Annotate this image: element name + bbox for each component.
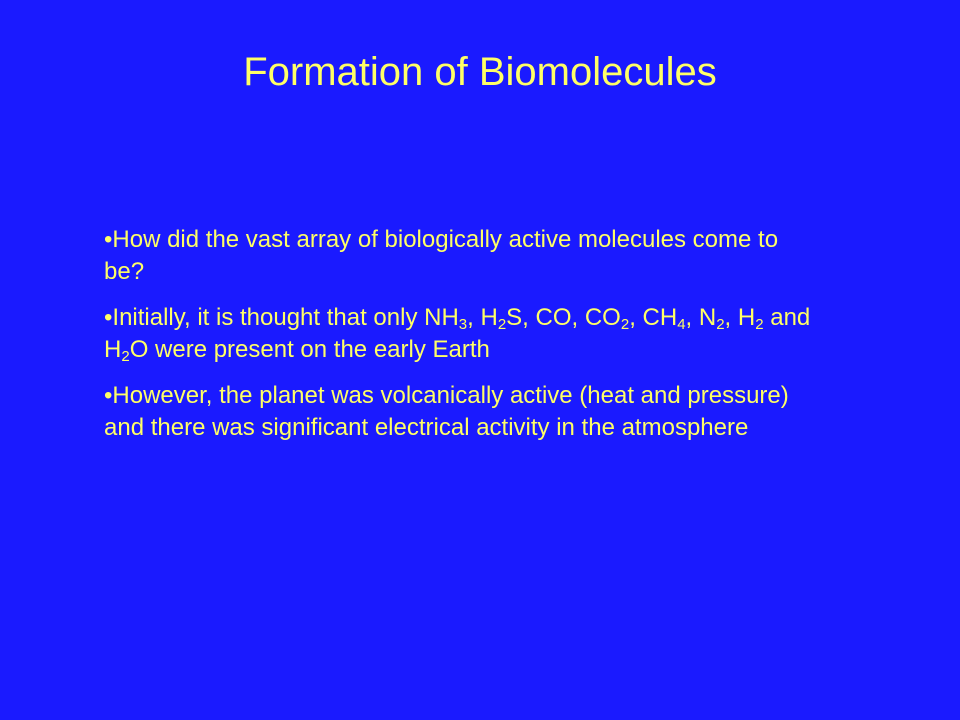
- slide-title: Formation of Biomolecules: [243, 50, 717, 94]
- bullet-item: •How did the vast array of biologically active molecules come to be?: [104, 226, 779, 285]
- bullet-item: •However, the planet was volcanically active (heat and pressure) and there was significant electrical activity in the atmosphere: [104, 382, 789, 441]
- bullet-item: •Initially, it is thought that only $NH_3$, $H_2S$, CO, $CO_2$, $CH_4$, $N_2$, $H_2$ and $H_2O$ were present on the early Earth: [104, 304, 811, 365]
- bullet-list: [104, 224, 824, 458]
